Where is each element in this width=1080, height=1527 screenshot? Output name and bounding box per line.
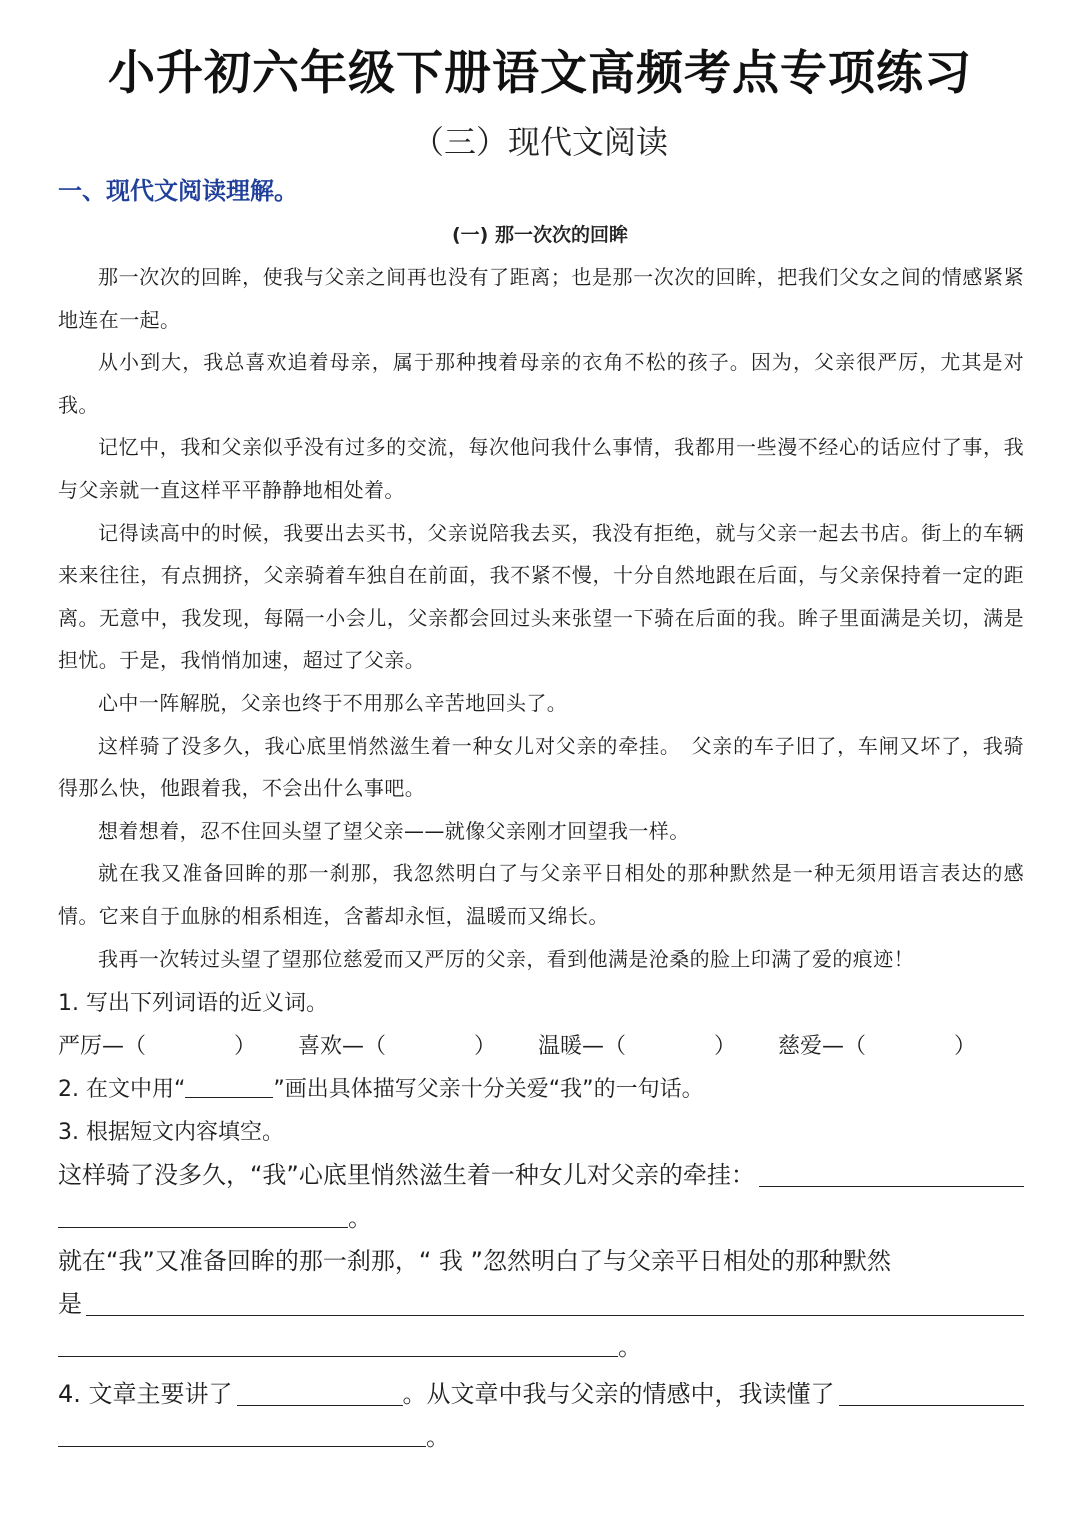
article-paragraph: 这样骑了没多久，我心底里悄然滋生着一种女儿对父亲的牵挂。 父亲的车子旧了，车闸又坏了，我骑得那么快，他跟着我，不会出什么事吧。 — [58, 733, 1024, 801]
question-1-items — [58, 1025, 1024, 1068]
question-3-line-2b — [58, 1283, 1024, 1326]
underline-sample — [185, 1077, 273, 1098]
article-paragraph: 就在我又准备回眸的那一刹那，我忽然明白了与父亲平日相处的那种默然是一种无须用语言表达的感情。它来自于血脉的相系相连，含蓄却永恒，温暖而又绵长。 — [58, 861, 1024, 928]
section-heading: 一、现代文阅读理解。 — [58, 177, 298, 205]
period: 。 — [426, 1423, 450, 1451]
article-paragraph: 心中一阵解脱，父亲也终于不用那么辛苦地回头了。 — [98, 690, 568, 715]
question-4-prefix: 4. 文章主要讲了 — [58, 1380, 233, 1408]
question-1-prompt: 1. 写出下列词语的近义词。 — [58, 991, 328, 1016]
synonym-blank[interactable]: 严厉—（ ） — [58, 1034, 257, 1059]
question-2-suffix: ”画出具体描写父亲十分关爱“我”的一句话。 — [273, 1077, 704, 1102]
question-4-line-2 — [58, 1416, 1024, 1459]
answer-blank[interactable] — [58, 1336, 618, 1357]
article-paragraph: 那一次次的回眸，使我与父亲之间再也没有了距离；也是那一次次的回眸，把我们父女之间的情感紧紧地连在一起。 — [58, 265, 1024, 332]
article-paragraph: 记忆中，我和父亲似乎没有过多的交流，每次他问我什么事情，我都用一些漫不经心的话应付了事，我与父亲就一直这样平平静静地相处着。 — [58, 435, 1024, 502]
article-paragraph: 想着想着，忍不住回头望了望父亲——就像父亲刚才回望我一样。 — [98, 818, 690, 843]
question-3-line-1b — [58, 1197, 1024, 1240]
article-paragraph: 记得读高中的时候，我要出去买书，父亲说陪我去买，我没有拒绝，就与父亲一起去书店。街上的车辆来来往往，有点拥挤，父亲骑着车独自在前面，我不紧不慢，十分自然地跟在后面，与父亲保持着一定的距离。无意中，我发现，每隔一小会儿，父亲都会回过头来张望一下骑在后面的我。眸子里面满是关切，满是担忧。于是，我悄悄加速，超过了父亲。 — [58, 520, 1024, 673]
synonym-blank[interactable]: 慈爱—（ ） — [778, 1034, 977, 1059]
article-title: (一) 那一次次的回眸 — [452, 224, 628, 246]
answer-blank[interactable] — [58, 1426, 426, 1447]
question-3-text-2: 就在“我”又准备回眸的那一刹那，“ 我 ”忽然明白了与父亲平日相处的那种默然 — [58, 1247, 891, 1275]
article-paragraph: 从小到大，我总喜欢追着母亲，属于那种拽着母亲的衣角不松的孩子。因为，父亲很严厉，尤其是对我。 — [58, 350, 1024, 417]
article-paragraph: 我再一次转过头望了望那位慈爱而又严厉的父亲，看到他满是沧桑的脸上印满了爱的痕迹！ — [98, 946, 914, 971]
question-3-line-2c — [58, 1326, 1024, 1369]
period: 。 — [348, 1204, 372, 1232]
question-4-middle: 。从文章中我与父亲的情感中，我读懂了 — [402, 1380, 835, 1408]
answer-blank[interactable] — [237, 1385, 403, 1406]
synonym-blank[interactable]: 喜欢—（ ） — [298, 1034, 497, 1059]
page-subtitle: （三）现代文阅读 — [411, 123, 668, 161]
article-body — [58, 256, 1024, 980]
question-3-text-2-tail: 是 — [58, 1290, 82, 1318]
answer-blank[interactable] — [759, 1162, 1024, 1187]
page-title: 小升初六年级下册语文高频考点专项练习 — [108, 46, 972, 101]
synonym-blank[interactable]: 温暖—（ ） — [538, 1034, 737, 1059]
question-4-line-1 — [58, 1373, 1024, 1416]
questions-block — [58, 982, 1024, 1459]
question-2 — [58, 1068, 1024, 1111]
period: 。 — [618, 1333, 642, 1361]
answer-blank[interactable] — [839, 1381, 1024, 1406]
question-3-line-1 — [58, 1154, 1024, 1197]
answer-blank[interactable] — [58, 1207, 348, 1228]
question-2-prefix: 2. 在文中用“ — [58, 1077, 186, 1102]
question-3-text-1: 这样骑了没多久，“我”心底里悄然滋生着一种女儿对父亲的牵挂： — [58, 1161, 755, 1189]
answer-blank[interactable] — [86, 1291, 1024, 1316]
question-3-prompt: 3. 根据短文内容填空。 — [58, 1120, 284, 1145]
